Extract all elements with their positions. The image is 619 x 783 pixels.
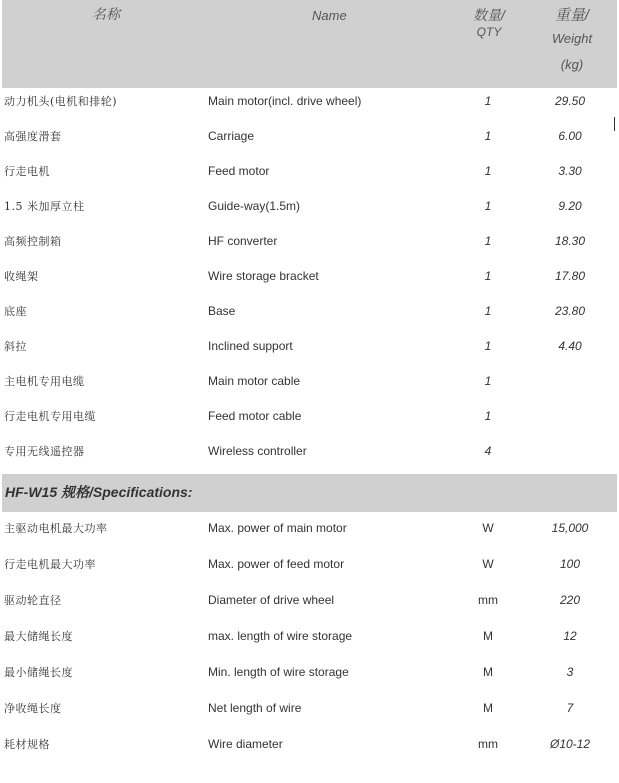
table-row — [0, 189, 619, 224]
spec-en: Max. power of feed motor — [208, 557, 345, 571]
spec-cn: 主驱动电机最大功率 — [4, 522, 108, 535]
header-qty-en: QTY — [476, 25, 502, 39]
part-weight: 6.00 — [558, 129, 582, 143]
table-row — [0, 119, 619, 154]
spec-cn: 行走电机最大功率 — [4, 558, 96, 571]
table-row — [0, 434, 619, 469]
part-qty: 1 — [484, 269, 492, 283]
part-cn: 行走电机专用电缆 — [4, 410, 96, 423]
part-cn: 行走电机 — [4, 165, 50, 178]
header-name: Name — [312, 8, 347, 23]
part-en: Feed motor cable — [208, 409, 302, 423]
part-cn: 底座 — [4, 305, 27, 318]
spec-en: Max. power of main motor — [208, 521, 347, 535]
spec-en: Diameter of drive wheel — [208, 593, 335, 607]
spec-row — [0, 547, 619, 582]
spec-unit: mm — [478, 593, 498, 607]
part-cn: 收绳架 — [4, 270, 39, 283]
part-qty: 1 — [484, 339, 492, 353]
spec-cn: 净收绳长度 — [4, 702, 62, 715]
part-cn: 主电机专用电缆 — [4, 375, 85, 388]
spec-cn: 驱动轮直径 — [4, 594, 62, 607]
spec-row — [0, 691, 619, 726]
spec-unit: W — [482, 557, 494, 571]
part-qty: 1 — [484, 129, 492, 143]
spec-row — [0, 727, 619, 762]
header-cn-name: 名称 — [92, 7, 120, 23]
part-cn: 动力机头(电机和排轮) — [4, 95, 118, 108]
part-weight: 23.80 — [554, 304, 586, 318]
header-weight-unit: (kg) — [560, 57, 584, 72]
spec-en: Net length of wire — [208, 701, 302, 715]
specifications-header — [2, 474, 617, 512]
spec-row — [0, 511, 619, 546]
header-weight — [547, 6, 597, 78]
spec-value: 3 — [566, 665, 574, 679]
part-cn: 专用无线遥控器 — [4, 445, 85, 458]
part-cn: 斜拉 — [4, 340, 27, 353]
part-weight: 9.20 — [558, 199, 582, 213]
table-header — [2, 0, 617, 88]
spec-en: Min. length of wire storage — [208, 665, 349, 679]
part-en: Guide-way(1.5m) — [208, 199, 301, 213]
spec-cn: 耗材规格 — [4, 738, 50, 751]
table-row — [0, 224, 619, 259]
table-row — [0, 399, 619, 434]
part-en: Base — [208, 304, 236, 318]
spec-unit: mm — [478, 737, 498, 751]
spec-en: Wire diameter — [208, 737, 283, 751]
header-weight-en: Weight — [551, 31, 593, 46]
part-en: Carriage — [208, 129, 255, 143]
spec-cn: 最大储绳长度 — [4, 630, 73, 643]
spec-value: 15,000 — [551, 521, 589, 535]
header-weight-cn: 重量/ — [554, 7, 590, 24]
part-cn: 高频控制箱 — [4, 235, 62, 248]
spec-value: 7 — [566, 701, 574, 715]
header-qty — [467, 6, 511, 40]
part-en: HF converter — [208, 234, 278, 248]
spec-cn: 最小储绳长度 — [4, 666, 73, 679]
spec-unit: M — [483, 701, 493, 715]
part-qty: 1 — [484, 94, 492, 108]
part-qty: 1 — [484, 409, 492, 423]
part-weight: 3.30 — [558, 164, 582, 178]
spec-value: 220 — [559, 593, 581, 607]
spec-unit: M — [483, 665, 493, 679]
spec-row — [0, 655, 619, 690]
table-row — [0, 259, 619, 294]
spec-en: max. length of wire storage — [208, 629, 353, 643]
spec-value: Ø10-12 — [549, 737, 591, 751]
spec-unit: M — [483, 629, 493, 643]
part-en: Main motor(incl. drive wheel) — [208, 94, 362, 108]
table-row — [0, 154, 619, 189]
part-qty: 1 — [484, 304, 492, 318]
spec-unit: W — [482, 521, 494, 535]
spec-value: 12 — [563, 629, 577, 643]
table-row — [0, 364, 619, 399]
part-weight: 29.50 — [554, 94, 586, 108]
table-row — [0, 329, 619, 364]
table-row — [0, 84, 619, 119]
part-qty: 1 — [484, 234, 492, 248]
spec-row — [0, 583, 619, 618]
part-en: Wire storage bracket — [208, 269, 319, 283]
part-weight: 18.30 — [554, 234, 586, 248]
part-cn: 高强度滑套 — [4, 130, 62, 143]
header-qty-cn: 数量/ — [473, 7, 505, 23]
part-cn: 1.5 米加厚立柱 — [4, 200, 85, 213]
part-en: Inclined support — [208, 339, 293, 353]
part-qty: 1 — [484, 164, 492, 178]
specifications-title: HF-W15 规格/Specifications: — [5, 484, 193, 500]
spec-value: 100 — [559, 557, 581, 571]
part-en: Wireless controller — [208, 444, 307, 458]
spec-row — [0, 619, 619, 654]
part-weight: 4.40 — [558, 339, 582, 353]
part-qty: 1 — [484, 199, 492, 213]
part-en: Feed motor — [208, 164, 270, 178]
part-en: Main motor cable — [208, 374, 301, 388]
part-qty: 4 — [484, 444, 492, 458]
part-qty: 1 — [484, 374, 492, 388]
part-weight: 17.80 — [554, 269, 586, 283]
table-row — [0, 294, 619, 329]
